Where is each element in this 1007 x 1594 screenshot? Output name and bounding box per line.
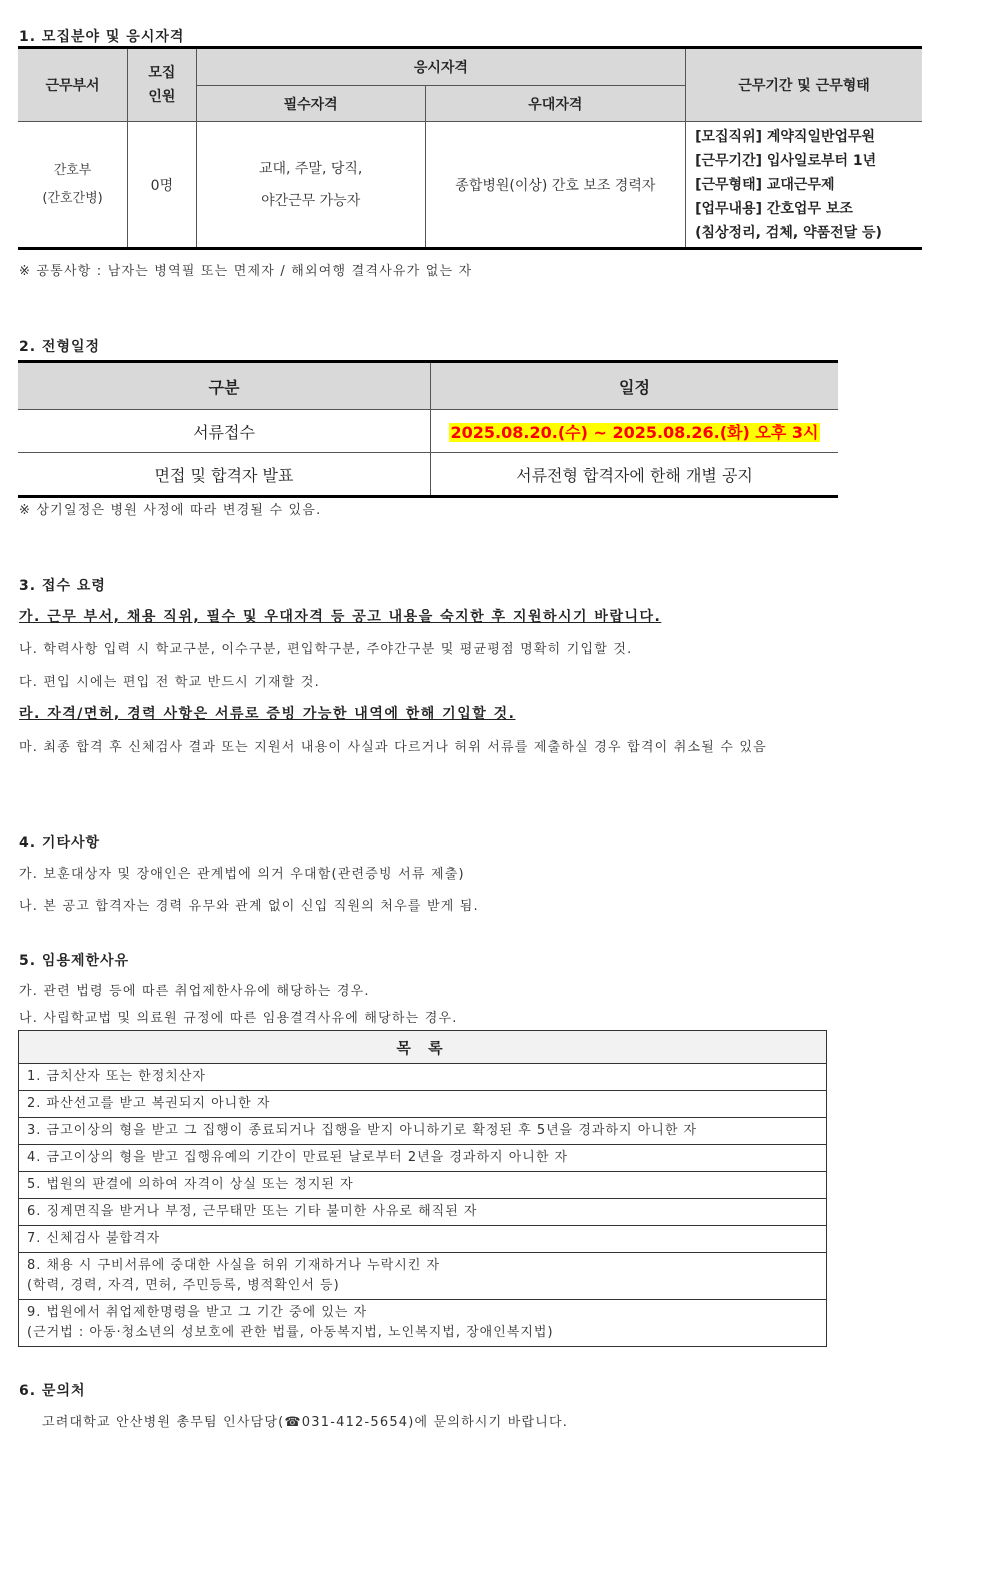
- col-period-header: 근무기간 및 근무형태: [686, 48, 922, 122]
- required-line1: 교대, 주말, 당직,: [258, 160, 363, 177]
- condition-item: [근무기간] 입사일로부터 1년: [695, 152, 877, 169]
- dept-line2: (간호간병): [42, 190, 103, 206]
- conditions-cell: [686, 122, 922, 249]
- section3-item: 마. 최종 합격 후 신체검사 결과 또는 지원서 내용이 사실과 다르거나 허위 서류를 제출하실 경우 합격이 취소될 수 있음: [19, 740, 767, 755]
- schedule-category: 면접 및 합격자 발표: [18, 453, 431, 497]
- list-item-line2: (학력, 경력, 자격, 면허, 주민등록, 병적확인서 등): [27, 1278, 340, 1293]
- list-item: 7. 신체검사 불합격자: [19, 1226, 827, 1253]
- condition-item: [모집직위] 계약직일반업무원: [695, 128, 876, 145]
- section3-item: 라. 자격/면허, 경력 사항은 서류로 증빙 가능한 내역에 한해 기입할 것.: [19, 706, 516, 722]
- section3-item: 나. 학력사항 입력 시 학교구분, 이수구분, 편입학구분, 주야간구분 및 평균평점 명확히 기입할 것.: [19, 642, 633, 657]
- condition-item: (침상정리, 검체, 약품전달 등): [695, 224, 882, 241]
- condition-item: [근무형태] 교대근무제: [695, 176, 835, 193]
- section4-heading: 4. 기타사항: [19, 835, 101, 851]
- list-item: 2. 파산선고를 받고 복권되지 아니한 자: [19, 1091, 827, 1118]
- schedule-table: [18, 360, 838, 498]
- col-count-header: [128, 48, 197, 122]
- schedule-value: 서류전형 합격자에 한해 개별 공지: [431, 453, 839, 497]
- list-item: 5. 법원의 판결에 의하여 자격이 상실 또는 정지된 자: [19, 1172, 827, 1199]
- schedule-value: [431, 410, 839, 453]
- dept-cell: [18, 122, 128, 249]
- section1-note: ※ 공통사항 : 남자는 병역필 또는 면제자 / 해외여행 결격사유가 없는 자: [19, 264, 473, 279]
- preferred-cell: 종합병원(이상) 간호 보조 경력자: [425, 122, 686, 249]
- list-item: 4. 금고이상의 형을 받고 집행유예의 기간이 만료된 날로부터 2년을 경과하지 아니한 자: [19, 1145, 827, 1172]
- list-item-line2: (근거법 : 아동·청소년의 성보호에 관한 법률, 아동복지법, 노인복지법, 장애인복지법): [27, 1325, 554, 1340]
- col-preferred-header: 우대자격: [425, 86, 686, 122]
- col-qual-header: 응시자격: [196, 48, 685, 86]
- section5-item: 가. 관련 법령 등에 따른 취업제한사유에 해당하는 경우.: [19, 984, 370, 999]
- section5-item: 나. 사립학교법 및 의료원 규정에 따른 임용결격사유에 해당하는 경우.: [19, 1011, 458, 1026]
- highlighted-date: 2025.08.20.(수) ~ 2025.08.26.(화) 오후 3시: [450, 422, 819, 442]
- dept-line1: 간호부: [53, 162, 92, 178]
- schedule-category: 서류접수: [18, 410, 431, 453]
- section3-heading: 3. 접수 요령: [19, 578, 106, 594]
- section2-heading: 2. 전형일정: [19, 339, 101, 355]
- required-line2: 야간근무 가능자: [261, 192, 361, 209]
- list-item: 1. 금치산자 또는 한정치산자: [19, 1064, 827, 1091]
- section4-item: 나. 본 공고 합격자는 경력 유무와 관계 없이 신입 직원의 처우를 받게 됨.: [19, 899, 479, 914]
- list-item-line1: 9. 법원에서 취업제한명령을 받고 그 기간 중에 있는 자: [27, 1305, 368, 1320]
- count-cell: 0명: [128, 122, 197, 249]
- section2-note: ※ 상기일정은 병원 사정에 따라 변경될 수 있음.: [19, 503, 322, 518]
- section4-item: 가. 보훈대상자 및 장애인은 관계법에 의거 우대함(관련증빙 서류 제출): [19, 867, 465, 882]
- section6-heading: 6. 문의처: [19, 1383, 86, 1399]
- col-required-header: 필수자격: [196, 86, 425, 122]
- list-item-line1: 8. 채용 시 구비서류에 중대한 사실을 허위 기재하거나 누락시킨 자: [27, 1258, 441, 1273]
- list-item: [19, 1300, 827, 1347]
- section5-heading: 5. 임용제한사유: [19, 953, 130, 969]
- list-title: 목 록: [19, 1031, 827, 1064]
- col-category-header: 구분: [18, 362, 431, 410]
- col-schedule-header: 일정: [431, 362, 839, 410]
- list-item: [19, 1253, 827, 1300]
- disqualification-list-table: [18, 1030, 827, 1347]
- col-count-label: 모집인원: [148, 65, 176, 105]
- col-dept-header: 근무부서: [18, 48, 128, 122]
- contact-text: 고려대학교 안산병원 총무팀 인사담당(☎031-412-5654)에 문의하시기 바랍니다.: [42, 1415, 569, 1430]
- section1-heading: 1. 모집분야 및 응시자격: [19, 29, 185, 45]
- required-cell: [196, 122, 425, 249]
- list-item: 3. 금고이상의 형을 받고 그 집행이 종료되거나 집행을 받지 아니하기로 확정된 후 5년을 경과하지 아니한 자: [19, 1118, 827, 1145]
- section3-item: 다. 편입 시에는 편입 전 학교 반드시 기재할 것.: [19, 675, 320, 690]
- list-item: 6. 징계면직을 받거나 부정, 근무태만 또는 기타 불미한 사유로 해직된 자: [19, 1199, 827, 1226]
- condition-item: [업무내용] 간호업무 보조: [695, 200, 853, 217]
- section3-item: 가. 근무 부서, 채용 직위, 필수 및 우대자격 등 공고 내용을 숙지한 후 지원하시기 바랍니다.: [19, 609, 662, 625]
- qualification-table: [18, 46, 922, 250]
